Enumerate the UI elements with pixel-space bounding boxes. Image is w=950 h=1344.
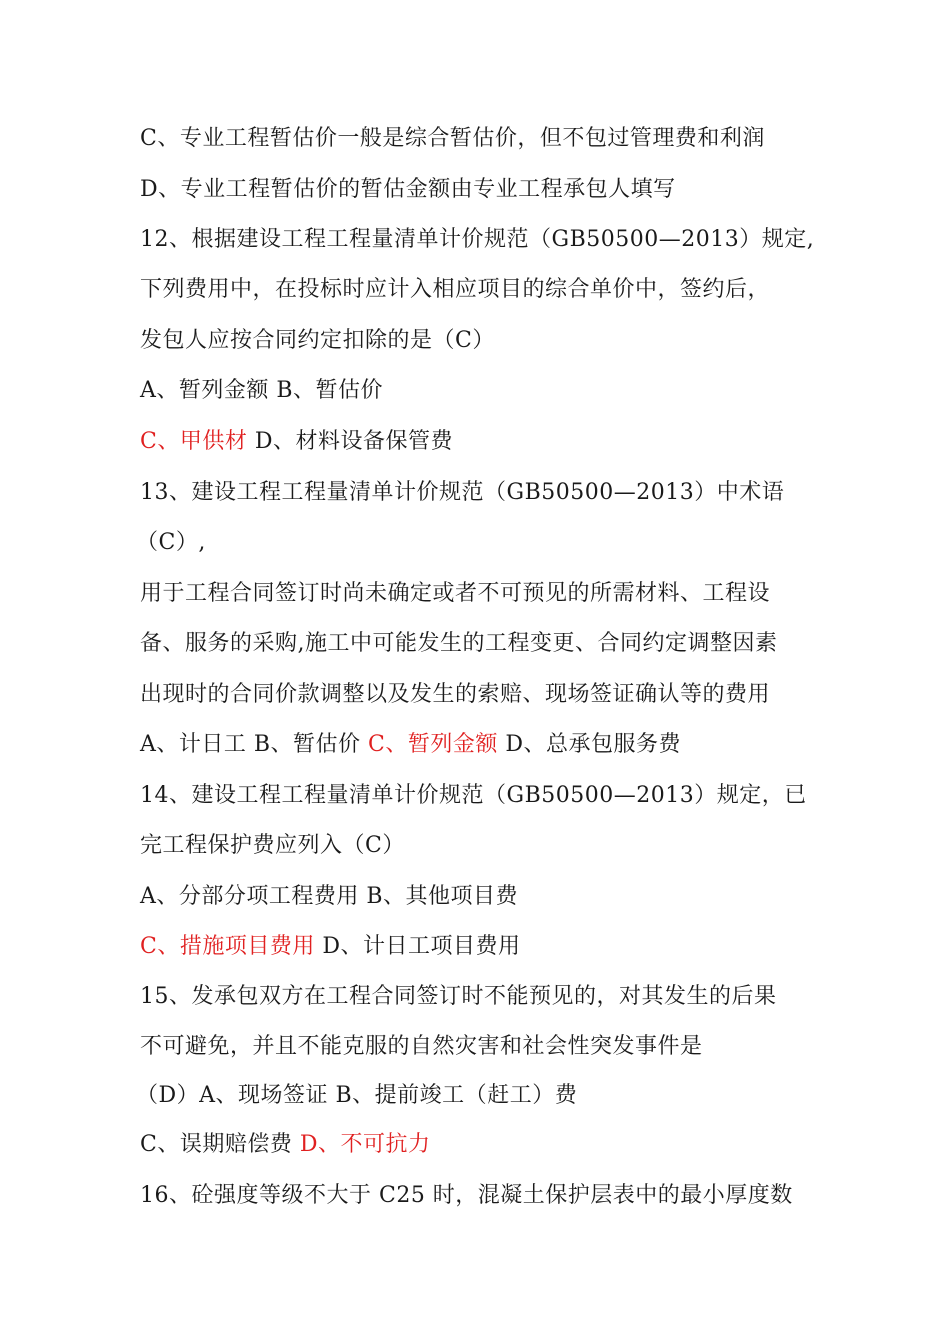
text-line xyxy=(140,624,820,664)
text-segment: 16、砼强度等级不大于 C25 时，混凝土保护层表中的最小厚度数 xyxy=(140,1183,793,1208)
text-segment: D、总承包服务费 xyxy=(497,732,682,757)
question-line xyxy=(140,473,820,513)
text-segment: C、专业工程暂估价一般是综合暂估价，但不包过管理费和利润 xyxy=(140,126,765,151)
question-line xyxy=(140,776,820,816)
text-segment: A、计日工 B、暂估价 xyxy=(140,732,369,757)
text-segment: 出现时的合同价款调整以及发生的索赔、现场签证确认等的费用 xyxy=(140,682,771,707)
text-segment: 发包人应按合同约定扣除的是（C） xyxy=(140,328,495,353)
correct-answer: C、措施项目费用 xyxy=(140,934,315,959)
text-segment: 12、根据建设工程工程量清单计价规范（GB50500—2013）规定, xyxy=(140,227,815,252)
text-segment: C、误期赔偿费 xyxy=(140,1132,300,1157)
correct-answer: D、不可抗力 xyxy=(299,1132,431,1157)
question-line xyxy=(140,977,820,1017)
options-line xyxy=(140,927,820,967)
text-segment: （C）, xyxy=(136,530,206,555)
text-line xyxy=(140,170,820,210)
text-segment: 13、建设工程工程量清单计价规范（GB50500—2013）中术语 xyxy=(140,480,785,505)
text-segment: （D）A、现场签证 B、提前竣工（赶工）费 xyxy=(136,1083,578,1108)
text-segment: D、材料设备保管费 xyxy=(247,429,453,454)
text-line xyxy=(140,119,820,159)
text-line xyxy=(140,826,820,866)
options-line xyxy=(140,877,820,917)
question-line xyxy=(140,1176,820,1216)
options-line xyxy=(140,725,820,765)
text-segment: 不可避免，并且不能克服的自然灾害和社会性突发事件是 xyxy=(140,1034,703,1059)
text-segment: 15、发承包双方在工程合同签订时不能预见的，对其发生的后果 xyxy=(140,984,777,1009)
question-line xyxy=(140,220,820,260)
text-segment: A、分部分项工程费用 B、其他项目费 xyxy=(140,884,519,909)
text-segment: 完工程保护费应列入（C） xyxy=(140,833,405,858)
text-segment: D、计日工项目费用 xyxy=(314,934,521,959)
text-line xyxy=(140,675,820,715)
text-line xyxy=(140,574,820,614)
text-line xyxy=(140,321,820,361)
text-line xyxy=(140,270,820,310)
text-segment: 用于工程合同签订时尚未确定或者不可预见的所需材料、工程设 xyxy=(140,581,771,606)
text-segment: A、暂列金额 B、暂估价 xyxy=(140,378,384,403)
correct-answer: C、甲供材 xyxy=(140,429,248,454)
options-line xyxy=(140,1125,820,1165)
text-line xyxy=(136,523,816,563)
text-line xyxy=(140,1027,820,1067)
options-line xyxy=(140,371,820,411)
text-segment: D、专业工程暂估价的暂估金额由专业工程承包人填写 xyxy=(140,177,676,202)
text-segment: 备、服务的采购,施工中可能发生的工程变更、合同约定调整因素 xyxy=(140,631,778,656)
options-line xyxy=(140,422,820,462)
options-line xyxy=(136,1076,816,1116)
text-segment: 下列费用中，在投标时应计入相应项目的综合单价中，签约后， xyxy=(140,277,771,302)
text-segment: 14、建设工程工程量清单计价规范（GB50500—2013）规定，已 xyxy=(140,783,807,808)
correct-answer: C、暂列金额 xyxy=(368,732,498,757)
